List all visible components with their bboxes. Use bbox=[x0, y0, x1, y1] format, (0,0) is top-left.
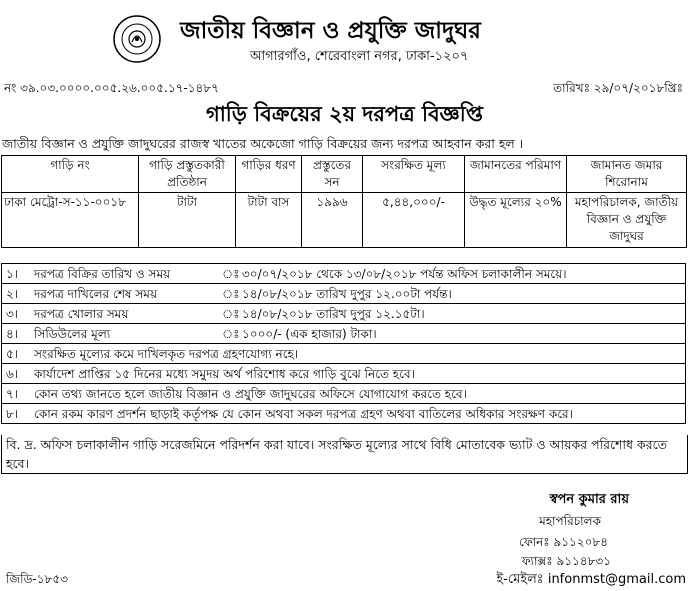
col-header: প্রস্তুতের সন bbox=[302, 156, 363, 193]
list-item bbox=[2, 364, 686, 384]
email-address[interactable]: ই-মেইলঃ infonmst@gmail.com bbox=[496, 572, 686, 587]
vehicle-table bbox=[1, 155, 687, 248]
list-item bbox=[2, 284, 686, 304]
item-number: ১। bbox=[2, 264, 31, 284]
notice-title: গাড়ি বিক্রয়ের ২য় দরপত্র বিজ্ঞপ্তি bbox=[205, 102, 484, 126]
org-name: জাতীয় বিজ্ঞান ও প্রযুক্তি জাদুঘর bbox=[180, 18, 481, 44]
item-text: সংরক্ষিত মূল্যের কমে দাখিলকৃত দরপত্র গ্রহণযোগ্য নহে। bbox=[30, 344, 686, 364]
item-text: কোন তথ্য জানতে হলে জাতীয় বিজ্ঞান ও প্রযুক্তি জাদুঘরের অফিসে যোগাযোগ করতে হবে। bbox=[30, 384, 686, 404]
item-number: ২। bbox=[2, 284, 31, 304]
col-header: জামানতের পরিমাণ bbox=[465, 156, 567, 193]
list-item bbox=[2, 344, 686, 364]
item-text: কার্যাদেশ প্রাপ্তির ১৫ দিনের মধ্যে সমুদয় অর্থ পরিশোধ করে গাড়ি বুঝে নিতে হবে। bbox=[30, 364, 686, 384]
item-colon: ঃ bbox=[222, 306, 240, 321]
item-value: ১০০০/- (এক হাজার) টাকা। bbox=[242, 326, 377, 341]
table-cell: টাটা bbox=[139, 193, 236, 248]
table-cell: ১৯৯৬ bbox=[302, 193, 363, 248]
table-cell: ঢাকা মেট্রো-স-১১-০০১৮ bbox=[2, 193, 139, 248]
item-value: ৩০/০৭/২০১৮ থেকে ১৩/০৮/২০১৮ পর্যন্ত অফিস চলাকালীন সময়ে। bbox=[242, 266, 567, 281]
list-item bbox=[2, 264, 686, 284]
item-number: ৭। bbox=[2, 384, 31, 404]
table-cell: টাটা বাস bbox=[236, 193, 302, 248]
col-header: জামানত জমার শিরোনাম bbox=[567, 156, 687, 193]
item-colon: ঃ bbox=[222, 286, 240, 301]
fax-number: ফ্যাক্সঃ ৯১১৪৮৩১ bbox=[521, 554, 611, 568]
item-label: দরপত্র বিক্রির তারিখ ও সময় bbox=[34, 266, 171, 281]
item-number: ৩। bbox=[2, 304, 31, 324]
intro-text: জাতীয় বিজ্ঞান ও প্রযুক্তি জাদুঘরের রাজস্ব খাতের অকেজো গাড়ি বিক্রয়ের জন্য দরপত্র আহবান করা হল । bbox=[2, 136, 524, 151]
item-number: ৫। bbox=[2, 344, 31, 364]
org-address: আগারগাঁও, শেরেবাংলা নগর, ঢাকা-১২০৭ bbox=[250, 49, 469, 64]
item-label: দরপত্র খোলার সময় bbox=[34, 306, 129, 321]
item-colon: ঃ bbox=[222, 326, 240, 341]
item-value: ১৪/০৮/২০১৮ তারিখ দুপুর ১২.১৫টা। bbox=[242, 306, 425, 321]
col-header: গাড়ির ধরণ bbox=[236, 156, 302, 193]
item-number: ৪। bbox=[2, 324, 31, 344]
terms-list bbox=[1, 263, 686, 424]
table-cell: মহাপরিচালক, জাতীয় বিজ্ঞান ও প্রযুক্তি জাদুঘর bbox=[567, 193, 687, 248]
item-label: দরপত্র দাখিলের শেষ সময় bbox=[34, 286, 158, 301]
item-number: ৬। bbox=[2, 364, 31, 384]
list-item bbox=[2, 404, 686, 424]
item-label: সিডিউলের মূল্য bbox=[34, 326, 111, 341]
item-value: ১৪/০৮/২০১৮ তারিখ দুপুর ১২.০০টা পর্যন্ত। bbox=[242, 286, 452, 301]
phone-number: ফোনঃ ৯১১২০৮৪ bbox=[518, 535, 608, 549]
list-item bbox=[2, 324, 686, 344]
memo-date: তারিখঃ ২৯/০৭/২০১৮খ্রিঃ bbox=[553, 81, 683, 95]
table-row bbox=[2, 193, 687, 248]
col-header: সংরক্ষিত মূল্য bbox=[363, 156, 465, 193]
list-item bbox=[2, 384, 686, 404]
gd-number: জিডি-১৮৫৩ bbox=[6, 572, 68, 586]
item-text: কোন রকম কারণ প্রদর্শন ছাড়াই কর্তৃপক্ষ যে কোন অথবা সকল দরপত্র গ্রহণ অথবা বাতিলের অধিকার সংরক্ষণ করে। bbox=[30, 404, 686, 424]
list-item bbox=[2, 304, 686, 324]
table-header-row bbox=[2, 156, 687, 193]
memo-number: নং ৩৯.০৩.০০০০.০০৫.২৬.০০৫.১৭-১৪৮৭ bbox=[4, 81, 219, 95]
col-header: গাড়ি নং bbox=[2, 156, 139, 193]
col-header: গাড়ি প্রস্তুতকারী প্রতিষ্ঠান bbox=[139, 156, 236, 193]
signatory-designation: মহাপরিচালক bbox=[539, 514, 601, 528]
emblem-logo bbox=[112, 14, 162, 64]
item-colon: ঃ bbox=[222, 266, 240, 281]
table-cell: উদ্ধৃত মূল্যের ২০% bbox=[465, 193, 567, 248]
signatory-name: স্বপন কুমার রায় bbox=[549, 492, 629, 507]
table-cell: ৫,৪৪,০০০/- bbox=[363, 193, 465, 248]
note-text: বি. দ্র. অফিস চলাকালীন গাড়ি সরেজমিনে পরিদর্শন করা যাবে। সংরক্ষিত মূল্যের সাথে বিধি মোতাবেক ভ্যাট ও আয়কর পরিশোধ করতে হবে। bbox=[1, 435, 688, 474]
item-number: ৮। bbox=[2, 404, 31, 424]
